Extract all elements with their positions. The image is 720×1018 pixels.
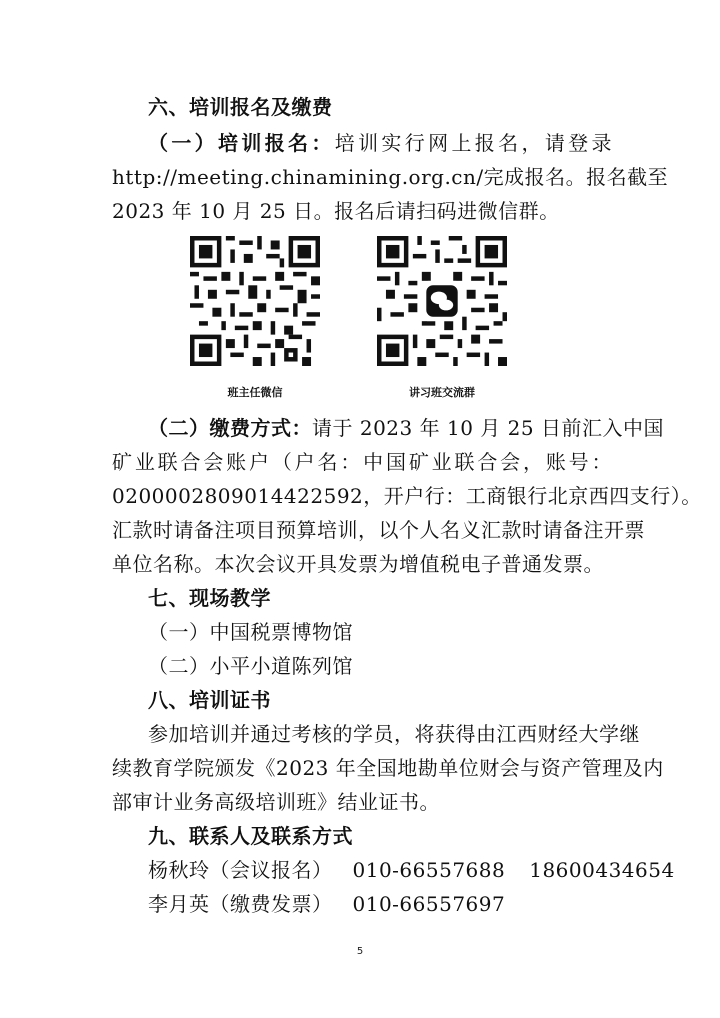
section-7-heading: 七、现场教学 [148, 586, 271, 610]
qr-label-wechat-group: 讲习班交流群 [409, 386, 475, 399]
certificate-paragraph-line-3: 部审计业务高级培训班》结业证书。 [112, 790, 440, 814]
registration-url-line: http://meeting.chinamining.org.cn/完成报名。报名截至 [112, 165, 669, 189]
registration-label: （一）培训报名： [148, 131, 335, 155]
registration-paragraph-line-1 [148, 131, 612, 155]
qr-code-teacher [190, 236, 320, 366]
payment-text: 请于 2023 年 10 月 25 日前汇入中国 [312, 416, 664, 440]
payment-paragraph-line-4: 汇款时请备注项目预算培训，以个人名义汇款时请备注开票 [112, 518, 645, 542]
page-number: 5 [356, 946, 364, 957]
certificate-paragraph-line-2: 续教育学院颁发《2023 年全国地勘单位财会与资产管理及内 [112, 756, 664, 780]
contact-1-name: 杨秋玲（会议报名） [148, 858, 333, 882]
contact-row-2 [148, 892, 612, 916]
section-9-heading: 九、联系人及联系方式 [148, 824, 353, 848]
section-8-heading: 八、培训证书 [148, 688, 271, 712]
contact-2-phone: 010-66557697 [352, 892, 506, 916]
contact-2-name: 李月英（缴费发票） [148, 892, 333, 916]
payment-label: （二）缴费方式： [148, 416, 312, 440]
payment-paragraph-line-5: 单位名称。本次会议开具发票为增值税电子普通发票。 [112, 552, 604, 576]
registration-text: 培训实行网上报名，请登录 [334, 131, 613, 155]
section-6-heading: 六、培训报名及缴费 [148, 95, 333, 119]
payment-paragraph-line-3: 0200002809014422592，开户行：工商银行北京西四支行）。 [112, 484, 702, 508]
qr-label-teacher: 班主任微信 [227, 386, 283, 399]
payment-paragraph-line-1 [148, 416, 664, 440]
qr-code-wechat-group [377, 236, 507, 366]
certificate-paragraph-line-1: 参加培训并通过考核的学员，将获得由江西财经大学继 [148, 722, 640, 746]
site-visit-item-1: （一）中国税票博物馆 [148, 620, 353, 644]
contact-1-phone: 010-66557688 [352, 858, 506, 882]
site-visit-item-2: （二）小平小道陈列馆 [148, 654, 353, 678]
registration-deadline-line: 2023 年 10 月 25 日。报名后请扫码进微信群。 [112, 199, 560, 223]
contact-1-mobile: 18600434654 [529, 858, 675, 882]
payment-paragraph-line-2: 矿业联合会账户（户名：中国矿业联合会，账号： [112, 450, 612, 474]
contact-row-1 [148, 858, 675, 882]
